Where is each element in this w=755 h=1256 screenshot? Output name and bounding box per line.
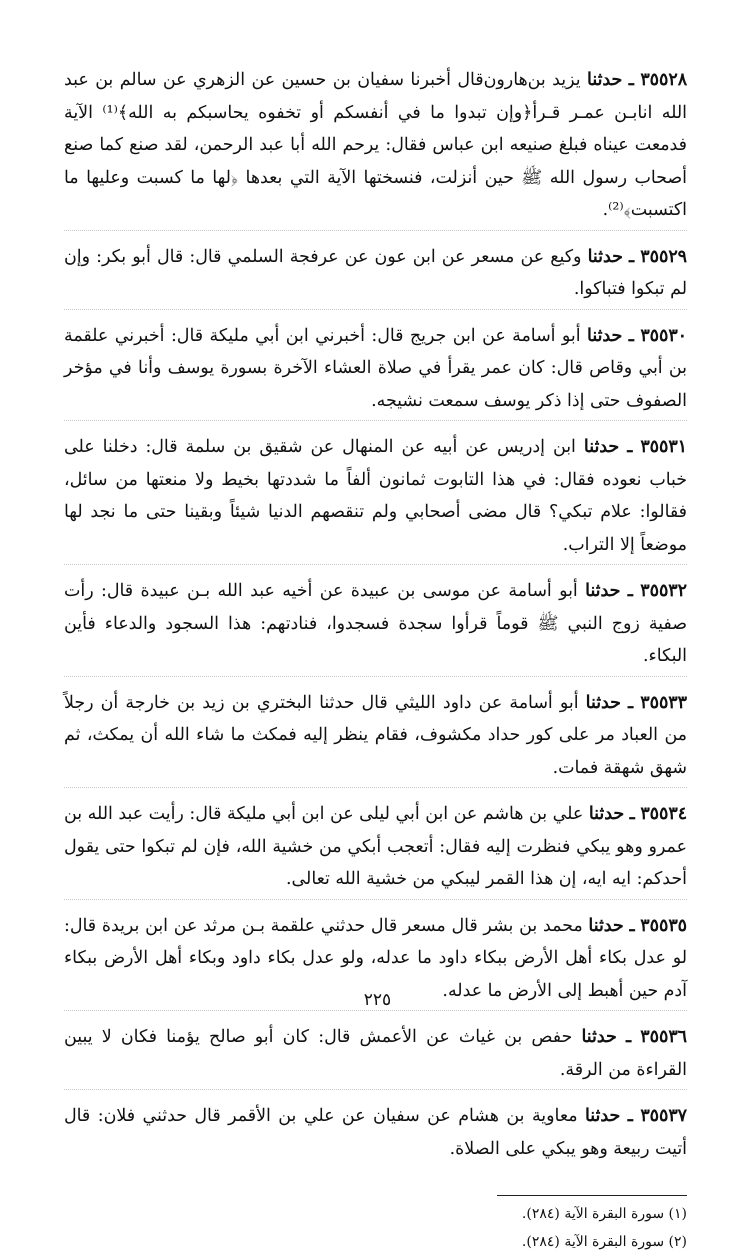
hadith-number: ٣٥٥٢٨ [640, 70, 688, 90]
hadith-text: معاوية بن هشام عن سفيان عن علي بن الأقمر قال حدثني فلان: قال أتيت ربيعة وهو يبكي على الصلاة. [64, 1106, 687, 1159]
hadith-opening: حدثنا [587, 325, 623, 346]
footnote: (٢) سورة البقرة الآية (٢٨٤). [521, 1234, 687, 1250]
hadith-entry: ٣٥٥٢٨ ـ حدثنا يزيد بن‌هارون‌قال أخبرنا سفيان بن حسين عن الزهري عن سالم بن عبد الله انابـن عمـر قـرأ﴿وإن تبدوا ما في أنفسكم أو تخفوه يحاسبكم به الله﴾⁽¹⁾ الآية فدمعت عيناه فبلغ صنيعه ابن عباس فقال: يرحم الله أبا عبد الرحمن، لقد صنع كما صنع أصحاب رسول الله ﷺ حين أنزلت، فنسختها الآية التي بعدها ﴿لها ما كسبت وعليها ما اكتسبت﴾⁽²⁾. [64, 64, 687, 231]
hadith-entry: ٣٥٥٣٣ ـ حدثنا أبو أسامة عن داود الليثي قال حدثنا البختري بن زيد بن خارجة أن رجلاً من العباد مر على كور حداد مكشوف، فقام ينظر إليه فمكث ما شاء الله أن يمكث، ثم شهق شهقة فمات. [64, 682, 687, 789]
hadith-number: ٣٥٥٣٦ [640, 1027, 688, 1047]
hadith-number: ٣٥٥٣٧ [640, 1106, 688, 1126]
hadith-number: ٣٥٥٣٥ [640, 915, 688, 936]
hadith-entry: ٣٥٥٣٧ ـ حدثنا معاوية بن هشام عن سفيان عن علي بن الأقمر قال حدثني فلان: قال أتيت ربيعة وهو يبكي على الصلاة. [64, 1106, 688, 1159]
footnotes [497, 1195, 687, 1256]
hadith-number: ٣٥٥٣١ [640, 437, 688, 457]
hadith-text: أبو أسامة عن موسى بن عبيدة عن أخيه عبد الله بـن عبيدة قال: رأت صفية زوج النبي ﷺ قوماً قرأوا سجدة فسجدوا، فنادتهم: هذا السجود والدعاء فأين البكاء. [64, 581, 687, 666]
page-number: ٢٢٥ [363, 990, 392, 1010]
hadith-opening: حدثنا [585, 581, 621, 601]
hadith-number: ٣٥٥٢٩ [640, 246, 688, 267]
hadith-text: أبو أسامة عن داود الليثي قال حدثنا البختري بن زيد بن خارجة أن رجلاً من العباد مر على كور حداد مكشوف، فقام ينظر إليه فمكث ما شاء الله أن يمكث، ثم شهق شهقة فمات. [64, 692, 687, 778]
hadith-opening: حدثنا [585, 1106, 621, 1126]
hadith-text: محمد بن بشر قال مسعر قال حدثني علقمة بـن مرثد عن ابن بريدة قال: لو عدل بكاء أهل الأرض ببكاء داود ما عدله، ولو عدل بكاء داود وبكاء أهل الأرض ببكاء آدم حين أهبط إلى الأرض ما عدله. [64, 915, 687, 1001]
hadith-number: ٣٥٥٣٠ [640, 325, 688, 346]
hadith-opening: حدثنا [587, 246, 623, 267]
hadith-opening: حدثنا [583, 437, 620, 457]
hadith-entry: ٣٥٥٣٦ ـ حدثنا حفص بن غياث عن الأعمش قال: كان أبو صالح يؤمنا فكان لا يبين القراءة من الرقة. [64, 1016, 687, 1090]
hadith-entry: ٣٥٥٣٤ ـ حدثنا علي بن هاشم عن ابن أبي ليلى عن ابن أبي مليكة قال: رأيت عبد الله بن عمرو وهو يبكي فنظرت إليه فقال: أتعجب أبكي من خشية الله، فإن لم تبكوا حتى يقول أحدكم: ايه ايه، إن هذا القمر ليبكي من خشية الله تعالى. [64, 793, 687, 900]
hadith-entry: ٣٥٥٣١ ـ حدثنا ابن إدريس عن أبيه عن المنهال عن شقيق بن سلمة قال: دخلنا على خباب نعوده فقال: في هذا التابوت ثمانون ألفاً ما شددتها بخيط ولا منعتها من سائل، فقالوا: علام تبكي؟ قال مضى أصحابي ولم تنقصهم الدنيا شيئاً وبقينا حتى ما نجد لها موضعاً إلا التراب. [64, 426, 687, 565]
hadith-entry: ٣٥٥٣٠ ـ حدثنا أبو أسامة عن ابن جريج قال: أخبرني ابن أبي مليكة قال: أخبرني علقمة بن أبي وقاص قال: كان عمر يقرأ في صلاة العشاء الآخرة بسورة يوسف وأنا في مؤخر الصفوف حتى إذا ذكر يوسف سمعت نشيجه. [64, 315, 687, 422]
hadith-opening: حدثنا [588, 915, 624, 936]
hadith-text: أبو أسامة عن ابن جريج قال: أخبرني ابن أبي مليكة قال: أخبرني علقمة بن أبي وقاص قال: كان عمر يقرأ في صلاة العشاء الآخرة بسورة يوسف وأنا في مؤخر الصفوف حتى إذا ذكر يوسف سمعت نشيجه. [64, 325, 687, 411]
hadith-entry: ٣٥٥٣٢ ـ حدثنا أبو أسامة عن موسى بن عبيدة عن أخيه عبد الله بـن عبيدة قال: رأت صفية زوج النبي ﷺ قوماً قرأوا سجدة فسجدوا، فنادتهم: هذا السجود والدعاء فأين البكاء. [64, 570, 687, 677]
hadith-text: حفص بن غياث عن الأعمش قال: كان أبو صالح يؤمنا فكان لا يبين القراءة من الرقة. [64, 1027, 687, 1080]
hadith-text: علي بن هاشم عن ابن أبي ليلى عن ابن أبي مليكة قال: رأيت عبد الله بن عمرو وهو يبكي فنظرت إليه فقال: أتعجب أبكي من خشية الله، فإن لم تبكوا حتى يقول أحدكم: ايه ايه، إن هذا القمر ليبكي من خشية الله تعالى. [64, 804, 687, 889]
hadith-opening: حدثنا [588, 804, 625, 824]
hadith-number: ٣٥٥٣٢ [640, 581, 687, 601]
hadith-opening: حدثنا [581, 1027, 617, 1047]
hadith-number: ٣٥٥٣٤ [640, 804, 688, 824]
hadith-entry: ٣٥٥٢٩ ـ حدثنا وكيع عن مسعر عن ابن عون عن عرفجة السلمي قال: قال أبو بكر: وإن لم تبكوا فتباكوا. [64, 236, 687, 310]
hadith-text: ابن إدريس عن أبيه عن المنهال عن شقيق بن سلمة قال: دخلنا على خباب نعوده فقال: في هذا التابوت ثمانون ألفاً ما شددتها بخيط ولا منعتها من سائل، فقالوا: علام تبكي؟ قال مضى أصحابي ولم تنقصهم الدنيا شيئاً وبقينا حتى ما نجد لها موضعاً إلا التراب. [64, 437, 687, 555]
hadith-number: ٣٥٥٣٣ [640, 692, 687, 713]
hadith-entry: ٣٥٥٣٥ ـ حدثنا محمد بن بشر قال مسعر قال حدثني علقمة بـن مرثد عن ابن بريدة قال: لو عدل بكاء أهل الأرض ببكاء داود ما عدله، ولو عدل بكاء داود وبكاء أهل الأرض ببكاء آدم حين أهبط إلى الأرض ما عدله. [64, 905, 687, 1012]
hadith-opening: حدثنا [585, 692, 621, 713]
hadith-text: يزيد بن‌هارون‌قال أخبرنا سفيان بن حسين عن الزهري عن سالم بن عبد الله انابـن عمـر قـرأ﴿وإن تبدوا ما في أنفسكم أو تخفوه يحاسبكم به الله﴾⁽¹⁾ الآية فدمعت عيناه فبلغ صنيعه ابن عباس فقال: يرحم الله أبا عبد الرحمن، لقد صنع كما صنع أصحاب رسول الله ﷺ حين أنزلت، فنسختها الآية التي بعدها ﴿لها ما كسبت وعليها ما اكتسبت﴾⁽²⁾. [64, 70, 687, 220]
hadith-opening: حدثنا [587, 70, 623, 90]
footnote: (١) سورة البقرة الآية (٢٨٤). [521, 1206, 687, 1222]
hadith-text: وكيع عن مسعر عن ابن عون عن عرفجة السلمي قال: قال أبو بكر: وإن لم تبكوا فتباكوا. [64, 246, 687, 299]
